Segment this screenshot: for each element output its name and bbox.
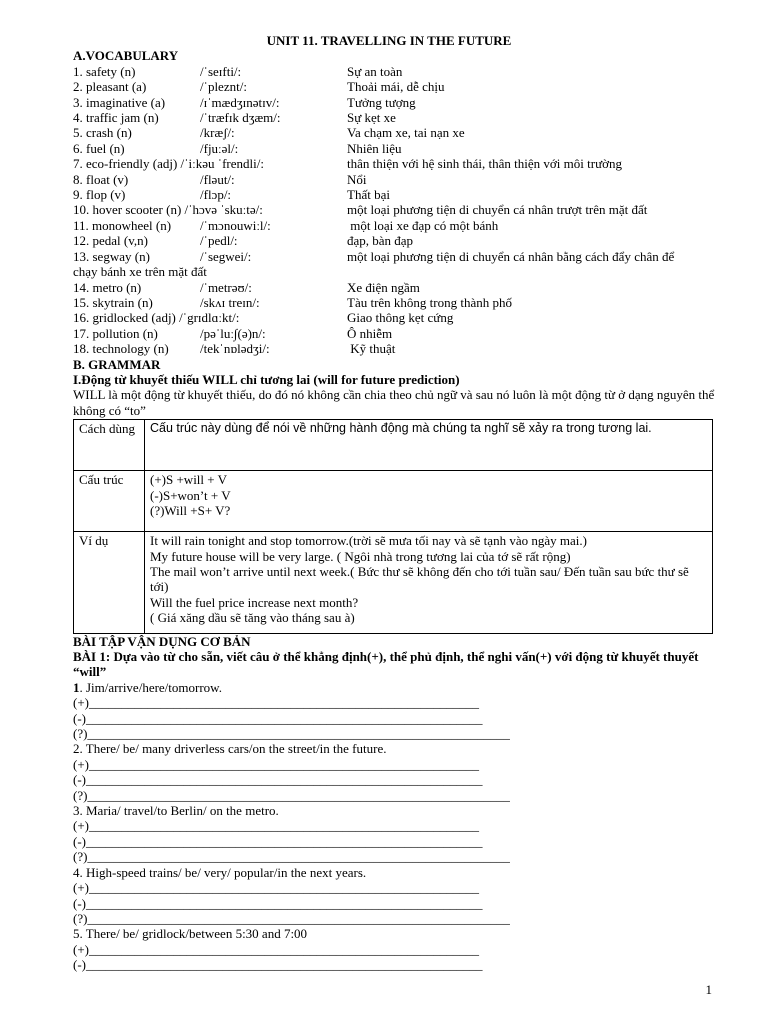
exercise-text: 4. High-speed trains/ be/ very/ popular/in the next years. bbox=[73, 864, 367, 880]
vocab-term: 10. hover scooter (n) /ˈhɔvə ˈskuːtə/: bbox=[73, 202, 263, 218]
exercise-text: 2. There/ be/ many driverless cars/on the street/in the future. bbox=[73, 741, 387, 757]
exercise-item bbox=[73, 803, 715, 865]
vocab-meaning: Tưởng tượng bbox=[347, 94, 416, 110]
table-line: ( Giá xăng dầu sẽ tăng vào tháng sau à) bbox=[150, 610, 355, 626]
vocab-term: 6. fuel (n) bbox=[73, 140, 125, 156]
vocab-ipa: /pəˈluː∫(ə)n/: bbox=[200, 325, 266, 341]
vocab-ipa: /skʌɪ treɪn/: bbox=[200, 294, 260, 310]
vocab-ipa: /fjuːəl/: bbox=[200, 140, 239, 156]
vocab-row bbox=[73, 95, 715, 110]
vocab-meaning: Thất bại bbox=[347, 187, 390, 203]
answer-blank-negative[interactable]: (-)_____________________________________________________________ bbox=[73, 772, 483, 788]
vocab-meaning: Sự an toàn bbox=[347, 63, 403, 79]
vocab-row bbox=[73, 310, 715, 325]
vocab-term: 9. flop (v) bbox=[73, 187, 126, 203]
vocab-meaning: Xe điện ngầm bbox=[347, 279, 420, 295]
answer-blank-positive[interactable]: (+)____________________________________________________________ bbox=[73, 756, 479, 772]
exercise-prompt bbox=[73, 680, 715, 695]
vocab-meaning: Tàu trên không trong thành phố bbox=[347, 294, 512, 310]
table-key: Cấu trúc bbox=[74, 471, 145, 532]
vocab-row bbox=[73, 202, 715, 217]
vocab-list bbox=[73, 64, 715, 357]
vocab-ipa: /flɔp/: bbox=[200, 187, 232, 203]
vocab-term: 3. imaginative (a) bbox=[73, 94, 166, 110]
vocab-row bbox=[73, 125, 715, 140]
vocab-meaning: Thoải mái, dễ chịu bbox=[347, 79, 445, 95]
vocab-ipa: /ˈmɔnouwiːl/: bbox=[200, 217, 271, 233]
answer-blank-negative[interactable]: (-)_____________________________________________________________ bbox=[73, 710, 483, 726]
answer-blank-negative[interactable]: (-)_____________________________________________________________ bbox=[73, 895, 483, 911]
vocab-row bbox=[73, 249, 715, 264]
vocab-meaning: Sự kẹt xe bbox=[347, 110, 396, 126]
exercise-item bbox=[73, 680, 715, 742]
vocab-row-continuation: chạy bánh xe trên mặt đất bbox=[73, 264, 207, 280]
document-page bbox=[73, 33, 715, 973]
exercise-item bbox=[73, 741, 715, 803]
table-line: Will the fuel price increase next month? bbox=[150, 594, 359, 610]
table-value bbox=[145, 420, 713, 471]
table-value bbox=[145, 471, 713, 532]
vocab-meaning: Va chạm xe, tai nạn xe bbox=[347, 125, 465, 141]
vocab-meaning: Nhiên liệu bbox=[347, 140, 402, 156]
answer-blank-question[interactable]: (?)_________________________________________________________________ bbox=[73, 787, 510, 803]
vocab-term: 8. float (v) bbox=[73, 171, 129, 187]
vocab-term: 16. gridlocked (adj) /ˈgrɪdlɑːkt/: bbox=[73, 310, 240, 326]
table-key: Ví dụ bbox=[74, 532, 145, 633]
table-value bbox=[145, 532, 713, 633]
answer-blank-negative[interactable]: (-)_____________________________________________________________ bbox=[73, 957, 483, 973]
answer-blank-question[interactable]: (?)_________________________________________________________________ bbox=[73, 849, 510, 865]
grammar-heading: B. GRAMMAR bbox=[73, 356, 161, 372]
vocab-term: 11. monowheel (n) bbox=[73, 217, 172, 233]
vocab-row bbox=[73, 326, 715, 341]
table-line: It will rain tonight and stop tomorrow.(trời sẽ mưa tối nay và sẽ tạnh vào ngày mai.) bbox=[150, 533, 587, 549]
exercise-heading: BÀI TẬP VẬN DỤNG CƠ BẢN bbox=[73, 633, 251, 649]
vocab-term: 5. crash (n) bbox=[73, 125, 132, 141]
vocab-term: 4. traffic jam (n) bbox=[73, 110, 159, 126]
exercise-title: BÀI 1: Dựa vào từ cho sẵn, viết câu ở thể khẳng định(+), thể phủ định, thể nghi vấn(+) với động từ khuyết thuyết “will” bbox=[73, 649, 699, 680]
vocab-term: 15. skytrain (n) bbox=[73, 294, 153, 310]
vocab-meaning: thân thiện với hệ sinh thái, thân thiện với môi trường bbox=[347, 156, 622, 172]
grammar-subheading: I.Động từ khuyết thiếu WILL chỉ tương lai (will for future prediction) bbox=[73, 371, 460, 387]
vocab-term: 12. pedal (v,n) bbox=[73, 233, 148, 249]
vocab-meaning: một loại phương tiện di chuyển cá nhân trượt trên mặt đất bbox=[347, 202, 648, 218]
vocab-heading: A.VOCABULARY bbox=[73, 48, 179, 64]
answer-blank-positive[interactable]: (+)____________________________________________________________ bbox=[73, 695, 479, 711]
vocab-row bbox=[73, 187, 715, 202]
vocab-ipa: /ɪˈmædʒɪnətɪv/: bbox=[200, 94, 280, 110]
vocab-row bbox=[73, 156, 715, 171]
vocab-meaning: một loại phương tiện di chuyển cá nhân bằng cách đẩy chân để bbox=[347, 248, 675, 264]
vocab-ipa: /ˈmetrəʊ/: bbox=[200, 279, 252, 295]
vocab-ipa: /ˈsegwei/: bbox=[200, 248, 252, 264]
answer-blank-positive[interactable]: (+)____________________________________________________________ bbox=[73, 880, 479, 896]
vocab-meaning: Kỹ thuật bbox=[347, 341, 396, 357]
vocab-ipa: /kræʃ/: bbox=[200, 125, 235, 141]
vocab-row bbox=[73, 64, 715, 79]
table-key: Cách dùng bbox=[74, 420, 145, 471]
vocab-row bbox=[73, 141, 715, 156]
vocab-ipa: /ˈpedl/: bbox=[200, 233, 238, 249]
vocab-term: 14. metro (n) bbox=[73, 279, 142, 295]
vocab-row bbox=[73, 172, 715, 187]
vocab-row bbox=[73, 295, 715, 310]
vocab-row bbox=[73, 110, 715, 125]
answer-blank-question[interactable]: (?)_________________________________________________________________ bbox=[73, 910, 510, 926]
vocab-ipa: /ˈseɪfti/: bbox=[200, 63, 242, 79]
vocab-meaning: Giao thông kẹt cứng bbox=[347, 310, 454, 326]
table-line: Cấu trúc này dùng để nói về những hành động mà chúng ta nghĩ sẽ xảy ra trong tương lai. bbox=[150, 421, 652, 436]
answer-blank-positive[interactable]: (+)____________________________________________________________ bbox=[73, 818, 479, 834]
vocab-ipa: /tekˈnɒlədʒi/: bbox=[200, 341, 270, 357]
answer-blank-negative[interactable]: (-)_____________________________________________________________ bbox=[73, 833, 483, 849]
page-number: 1 bbox=[705, 982, 712, 997]
table-line: (+)S +will + V bbox=[150, 472, 228, 488]
grammar-table bbox=[73, 419, 713, 633]
vocab-row bbox=[73, 218, 715, 233]
vocab-term: 2. pleasant (a) bbox=[73, 79, 147, 95]
page-title: UNIT 11. TRAVELLING IN THE FUTURE bbox=[266, 33, 512, 48]
vocab-meaning: Nổi bbox=[347, 171, 367, 187]
table-line: (-)S+won’t + V bbox=[150, 487, 231, 503]
vocab-term: 13. segway (n) bbox=[73, 248, 150, 264]
vocab-ipa: /fləut/: bbox=[200, 171, 235, 187]
answer-blank-question[interactable]: (?)_________________________________________________________________ bbox=[73, 726, 510, 742]
exercise-text: . Jim/arrive/here/tomorrow. bbox=[79, 679, 222, 695]
vocab-ipa: /ˈpleznt/: bbox=[200, 79, 247, 95]
vocab-row bbox=[73, 341, 715, 356]
vocab-meaning: một loại xe đạp có một bánh bbox=[347, 217, 499, 233]
exercise-text: 5. There/ be/ gridlock/between 5:30 and 7:00 bbox=[73, 926, 308, 942]
vocab-meaning: Ô nhiễm bbox=[347, 325, 393, 341]
vocab-ipa: /ˈtræfɪk dʒæm/: bbox=[200, 110, 281, 126]
table-row bbox=[74, 420, 713, 471]
exercise-number: 1 bbox=[73, 679, 80, 695]
exercise-item bbox=[73, 926, 715, 972]
vocab-term: 18. technology (n) bbox=[73, 341, 169, 357]
table-line: (?)Will +S+ V? bbox=[150, 502, 231, 518]
vocab-meaning: đạp, bàn đạp bbox=[347, 233, 414, 249]
vocab-row bbox=[73, 280, 715, 295]
answer-blank-positive[interactable]: (+)____________________________________________________________ bbox=[73, 941, 479, 957]
exercise-item bbox=[73, 865, 715, 927]
vocab-row bbox=[73, 233, 715, 248]
table-line: My future house will be very large. ( Ngôi nhà trong tương lai của tớ sẽ rất rộng) bbox=[150, 548, 571, 564]
vocab-term: 7. eco-friendly (adj) /ˈiːkəu ˈfrendli/: bbox=[73, 156, 264, 172]
vocab-row bbox=[73, 79, 715, 94]
table-line: The mail won’t arrive until next week.( Bức thư sẽ không đến cho tới tuần sau/ Đến tuần sau bức thư sẽ tới) bbox=[150, 563, 689, 595]
vocab-term: 17. pollution (n) bbox=[73, 325, 158, 341]
vocab-term: 1. safety (n) bbox=[73, 63, 136, 79]
table-row bbox=[74, 532, 713, 633]
grammar-intro: WILL là một động từ khuyết thiếu, do đó nó không cần chia theo chủ ngữ và sau nó luôn là một động từ ở dạng nguyên thể không có “to” bbox=[73, 387, 715, 418]
table-row bbox=[74, 471, 713, 532]
exercise-text: 3. Maria/ travel/to Berlin/ on the metro. bbox=[73, 803, 279, 819]
